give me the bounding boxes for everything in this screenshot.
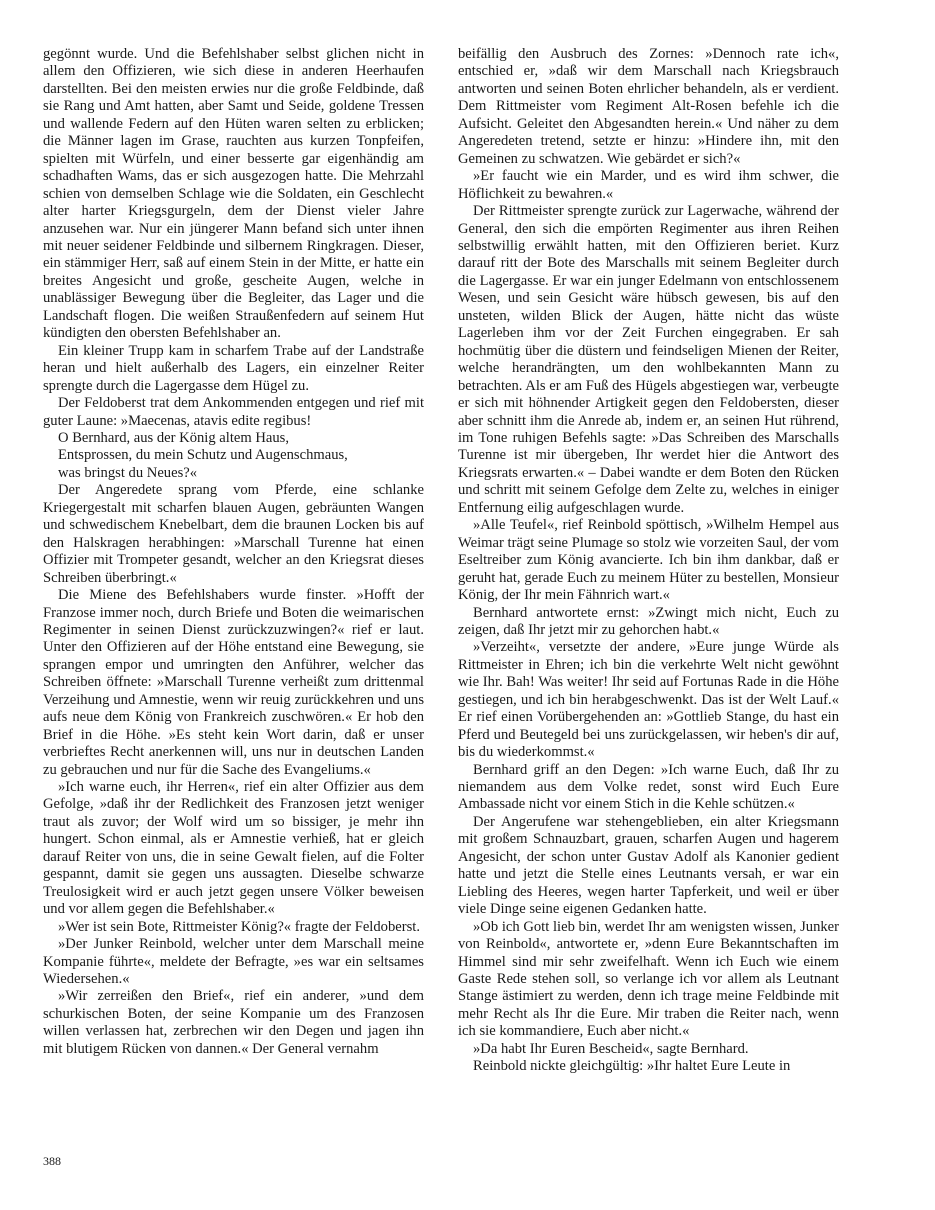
paragraph: »Da habt Ihr Euren Bescheid«, sagte Bernhard. [473, 1040, 749, 1057]
verse-line: was bringst du Neues?« [58, 464, 198, 481]
verse-line: O Bernhard, aus der König altem Haus, [58, 429, 290, 446]
paragraph: Bernhard griff an den Degen: »Ich warne Euch, daß Ihr zu niemandem aus dem Volke redet, sonst wird Euch Eure Ambassade nicht vor einem Stich in die Kehle schützen.« [458, 761, 839, 813]
paragraph: »Er faucht wie ein Marder, und es wird ihm schwer, die Höflichkeit zu bewahren.« [458, 168, 839, 202]
page-number: 388 [43, 1154, 61, 1168]
paragraph: »Wir zerreißen den Brief«, rief ein anderer, »und dem schurkischen Boten, der seine Kompanie um des Franzosen willen verlassen hat, zerbrechen wir den Degen und jagen ihn mit blutigem Rücken von dannen.« Der General vernahm [43, 988, 424, 1057]
paragraph: Der Feldoberst trat dem Ankommenden entgegen und rief mit guter Laune: »Maecenas, atavis edite regibus! [43, 395, 424, 429]
paragraph: beifällig den Ausbruch des Zornes: »Dennoch rate ich«, entschied er, »daß wir dem Marschall nach Kriegsbrauch antworten und seinen Boten ehrlicher behandeln, als er verdient. Dem Rittmeister vom Regiment Alt-Rosen befehle ich die Aufsicht. Geleitet den Abgesandten herein.« Und näher zu dem Angeredeten tretend, setzte er hinzu: »Hindere ihn, mit den Gemeinen zu schwatzen. Wie gebärdet er sich?« [458, 46, 839, 167]
verse-block [43, 430, 424, 482]
paragraph: »Ich warne euch, ihr Herren«, rief ein alter Offizier aus dem Gefolge, »daß ihr der Redlichkeit des Franzosen jetzt weniger traut als zuvor; der Wolf wird um so bissiger, je mehr ihn hungert. Schon einmal, als er Amnestie verhieß, hat er gleich darauf Reiter von uns, die in seine Gewalt fielen, auf die Folter gespannt, damit sie gegen uns aussagten. Dieselbe schwarze Treulosigkeit wird er auch jetzt gegen unsere Völker beweisen und vor allem gegen die Befehlshaber.« [43, 779, 424, 918]
paragraph: gegönnt wurde. Und die Befehlshaber selbst glichen nicht in allem den Offizieren, wie sich diese in anderen Heerhaufen darstellten. Bei den meisten erwies nur die große Feldbinde, daß sie Rang und Amt hatten, aber Samt und Seide, goldene Tressen und wallende Federn auf den Hüten waren selten zu erblicken; die Männer lagen im Grase, rauchten aus kurzen Tonpfeifen, spielten mit Würfeln, und einer besserte gar eigenhändig am schadhaften Wams, das er sich ausgezogen hatte. Die Mehrzahl schien von demselben Schlage wie die Soldaten, ein Geschlecht alter harter Kriegsgurgeln, dem der Dienst vieler Jahre anzusehen war. Nur ein jüngerer Mann befand sich unter ihnen mit neuer seidener Feldbinde und silbernem Ringkragen. Dieser, ein stämmiger Herr, saß auf einem Stein in der Mitte, er hatte ein breites Angesicht und große, gescheite Augen, welche in unablässiger Bewegung über die Begleiter, das Lager und die Landschaft flogen. Die weißen Straußenfedern auf seinem Hut kündigten den obersten Befehlshaber an. [43, 46, 424, 342]
paragraph: Ein kleiner Trupp kam in scharfem Trabe auf der Landstraße heran und hielt außerhalb des Lagers, ein einzelner Reiter sprengte durch die Lagergasse dem Hügel zu. [43, 342, 424, 394]
right-text-column [458, 46, 839, 1076]
paragraph: »Wer ist sein Bote, Rittmeister König?« fragte der Feldoberst. [58, 918, 420, 935]
paragraph: »Verzeiht«, versetzte der andere, »Eure junge Würde als Rittmeister in Ehren; ich bin die verkehrte Welt nicht gewöhnt wie Ihr. Bah! Was weiter! Ihr seid auf Fortunas Rade in die Höhe gestiegen, und ich bin herabgeschwenkt. Das ist der Welt Lauf.« Er rief einen Vorübergehenden an: »Gottlieb Stange, du hast ein Pferd und Beutegeld bei uns zurückgelassen, wir heben's dir auf, bis du wiederkommst.« [458, 639, 839, 761]
paragraph: Bernhard antwortete ernst: »Zwingt mich nicht, Euch zu zeigen, daß Ihr jetzt mir zu gehorchen habt.« [458, 604, 839, 638]
paragraph: Der Angerufene war stehengeblieben, ein alter Kriegsmann mit großem Schnauzbart, grauen, scharfen Augen und hagerem Angesicht, der schon unter Gustav Adolf als Kanonier gedient hatte und jetzt die Stelle eines Leutnants versah, er war ein Liebling des Heeres, wegen harter Tapferkeit, und weil er über viele Dinge seine eigenen Gedanken hatte. [458, 813, 839, 918]
paragraph: »Ob ich Gott lieb bin, werdet Ihr am wenigsten wissen, Junker von Reinbold«, antwortete er, »denn Eure Bekanntschaften im Himmel sind mir sehr zweifelhaft. Wenn ich Euch wie einem Gaste Rede stehen soll, so verlange ich vor allem als Leutnant Stange ästimiert zu werden, denn ich trage meine Feldbinde mit mehr Recht als Ihr die Eure. Mir traben die Reiter nach, wenn ich sie kommandiere, Euch aber nicht.« [458, 918, 839, 1040]
paragraph: Der Angeredete sprang vom Pferde, eine schlanke Kriegergestalt mit scharfen blauen Augen, gebräunten Wangen und schwedischem Knebelbart, dem die braunen Locken bis auf den Halskragen herabhingen: »Marschall Turenne hat einen Offizier mit Trompeter gesandt, welcher an den Kriegsrat dieses Schreiben überbringt.« [43, 482, 424, 586]
left-text-column [43, 46, 424, 1058]
paragraph: Reinbold nickte gleichgültig: »Ihr haltet Eure Leute in [473, 1058, 791, 1075]
verse-line: Entsprossen, du mein Schutz und Augenschmaus, [58, 447, 348, 464]
paragraph: »Alle Teufel«, rief Reinbold spöttisch, »Wilhelm Hempel aus Weimar trägt seine Plumage so stolz wie vorzeiten Saul, der vom Eseltreiber zum König avancierte. Ich bin ihm dankbar, daß er geruht hat, gerade Euch zu meinem Hüter zu bestellen, Monsieur König, der Ihr mein Fähnrich wart.« [458, 517, 839, 604]
paragraph: Die Miene des Befehlshabers wurde finster. »Hofft der Franzose immer noch, durch Briefe und Boten die weimarischen Regimenter in seinen Dienst zurückzuzwingen?« rief er laut. Unter den Offizieren auf der Höhe entstand eine Bewegung, sie sprangen empor und umringten den Anführer, welcher das Schreiben öffnete: »Marschall Turenne verheißt zum drittenmal Verzeihung und Amnestie, wenn wir reuig zurückkehren und uns aufs neue dem König von Frankreich zuschwören.« Er hob den Brief in die Höhe. »Es steht kein Wort darin, daß er unser verbrieftes Recht anerkennen will, uns nur in deutschen Landen zu gebrauchen und nur für die Sache des Evangeliums.« [43, 587, 424, 778]
paragraph: Der Rittmeister sprengte zurück zur Lagerwache, während der General, den sich die empörten Regimenter aus ihren Reihen selbstwillig erwählt hatten, mit den Offizieren beriet. Kurz darauf ritt der Bote des Marschalls mit seinem Begleiter durch die Lagergasse. Er war ein junger Edelmann von entschlossenem Wesen, und sein Gesicht wäre hübsch gewesen, bis auf den unsteten, wilden Blick der Augen, hätte nicht das wüste Lagerleben ihm vor der Zeit Furchen eingegraben. Er sah hochmütig über die düstern und feindseligen Mienen der Reiter, welche herandrängten, um den wohlbekannten Mann zu betrachten. Als er am Fuß des Hügels abgestiegen war, verbeugte er sich mit höhnender Artigkeit gegen den Feldobersten, dieser aber schnitt ihm die Anrede ab, indem er, an seinen Hut rührend, im Tone ruhigen Befehls sagte: »Das Schreiben des Marschalls Turenne ist mir übergeben, Ihr werdet hier die Antwort des Kriegsrats erwarten.« – Dabei wandte er dem Boten den Rücken und schritt mit seinem Gefolge dem Zelte zu, welches in einiger Entfernung eilig aufgeschlagen wurde. [458, 203, 839, 516]
paragraph: »Der Junker Reinbold, welcher unter dem Marschall meine Kompanie führte«, meldete der Befragte, »es war ein seltsames Wiedersehen.« [43, 936, 424, 988]
